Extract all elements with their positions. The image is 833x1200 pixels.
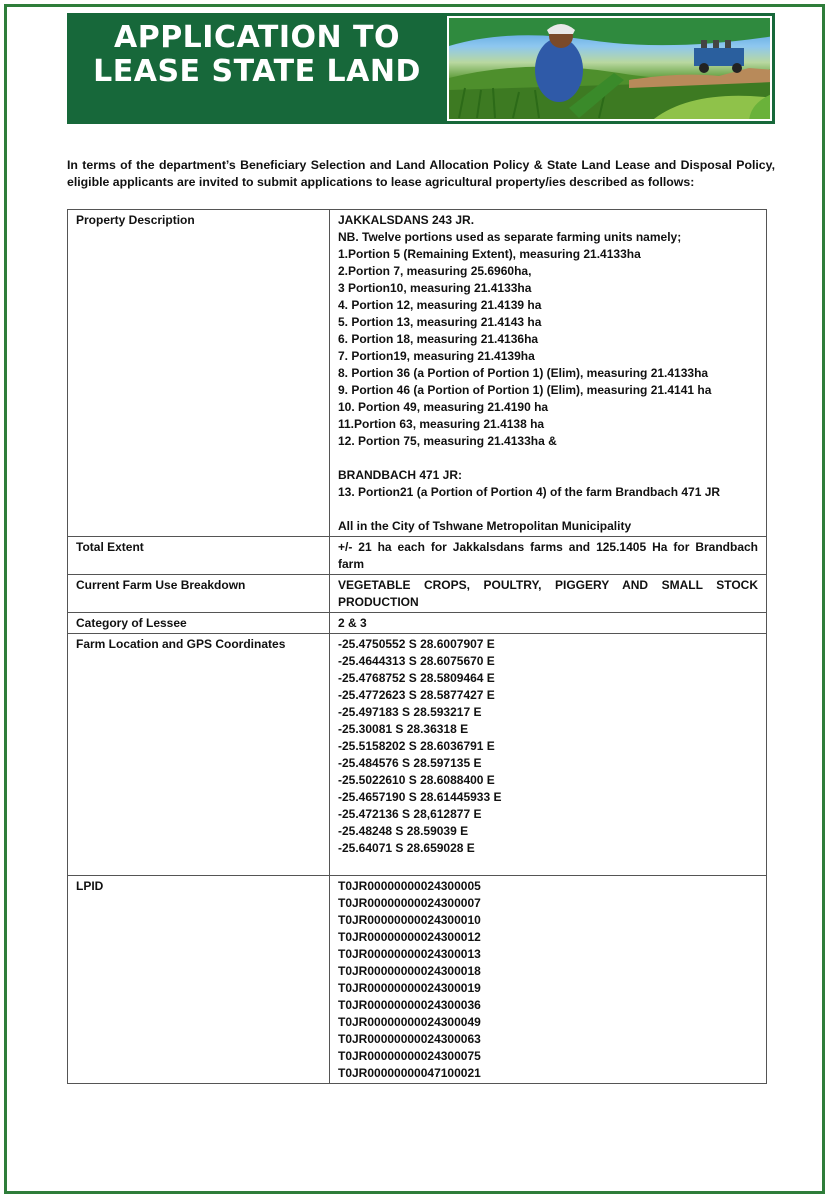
lpid-line: T0JR00000000024300012: [338, 930, 481, 944]
lpid-line: T0JR00000000024300049: [338, 1015, 481, 1029]
property-description-line: JAKKALSDANS 243 JR.: [338, 213, 475, 227]
lpid-line: T0JR00000000024300019: [338, 981, 481, 995]
gps-coordinate-line: [338, 857, 758, 874]
property-description-line: 8. Portion 36 (a Portion of Portion 1) (Elim), measuring 21.4133ha: [338, 366, 709, 380]
intro-paragraph: In terms of the department’s Beneficiary Selection and Land Allocation Policy & State Land Lease and Disposal Policy, eligible applicants are invited to submit applications to lease agricultural property/ies described as follows:: [67, 158, 775, 189]
lpid-line: T0JR00000000024300075: [338, 1049, 481, 1063]
gps-value: [330, 634, 767, 876]
farming-photo-illustration: [449, 18, 772, 121]
lpid-line: T0JR00000000047100021: [338, 1066, 481, 1080]
farming-photo: [447, 16, 772, 121]
farm-use-label: Current Farm Use Breakdown: [68, 575, 330, 613]
gps-coordinate-line: -25.48248 S 28.59039 E: [338, 824, 469, 838]
table-row-total-extent: [68, 537, 767, 575]
property-description-line: All in the City of Tshwane Metropolitan Municipality: [338, 519, 632, 533]
gps-coordinate-line: -25.4644313 S 28.6075670 E: [338, 654, 495, 668]
property-description-line: 13. Portion21 (a Portion of Portion 4) of the farm Brandbach 471 JR: [338, 485, 721, 499]
table-row-category: [68, 613, 767, 634]
lpid-line: T0JR00000000024300007: [338, 896, 481, 910]
farm-use-value: VEGETABLE CROPS, POULTRY, PIGGERY AND SMALL STOCK PRODUCTION: [330, 575, 767, 613]
property-description-line: [338, 450, 758, 467]
property-description-line: 10. Portion 49, measuring 21.4190 ha: [338, 400, 549, 414]
property-description-line: 3 Portion10, measuring 21.4133ha: [338, 281, 532, 295]
property-description-value: [330, 210, 767, 537]
property-description-line: 9. Portion 46 (a Portion of Portion 1) (Elim), measuring 21.4141 ha: [338, 383, 712, 397]
total-extent-value: +/- 21 ha each for Jakkalsdans farms and 125.1405 Ha for Brandbach farm: [330, 537, 767, 575]
lpid-line: T0JR00000000024300063: [338, 1032, 481, 1046]
property-description-line: [338, 501, 758, 518]
property-description-line: 12. Portion 75, measuring 21.4133ha &: [338, 434, 557, 448]
banner-title-line2: LEASE STATE LAND: [93, 54, 421, 89]
property-description-line: 11.Portion 63, measuring 21.4138 ha: [338, 417, 545, 431]
lpid-line: T0JR00000000024300036: [338, 998, 481, 1012]
property-description-line: 1.Portion 5 (Remaining Extent), measuring 21.4133ha: [338, 247, 641, 261]
property-description-label: Property Description: [68, 210, 330, 537]
lpid-line: T0JR00000000024300005: [338, 879, 481, 893]
gps-coordinate-line: -25.484576 S 28.597135 E: [338, 756, 482, 770]
property-description-line: 2.Portion 7, measuring 25.6960ha,: [338, 264, 532, 278]
lpid-line: T0JR00000000024300018: [338, 964, 481, 978]
property-description-line: NB. Twelve portions used as separate farming units namely;: [338, 230, 682, 244]
lpid-label: LPID: [68, 876, 330, 1084]
gps-coordinate-line: -25.5022610 S 28.6088400 E: [338, 773, 495, 787]
gps-coordinate-line: -25.4772623 S 28.5877427 E: [338, 688, 495, 702]
gps-coordinate-line: -25.4657190 S 28.61445933 E: [338, 790, 502, 804]
banner-title-line1: APPLICATION TO: [113, 20, 401, 55]
header-banner: [67, 13, 775, 124]
property-description-line: 5. Portion 13, measuring 21.4143 ha: [338, 315, 542, 329]
property-description-line: BRANDBACH 471 JR:: [338, 468, 463, 482]
lpid-value: [330, 876, 767, 1084]
property-description-line: 4. Portion 12, measuring 21.4139 ha: [338, 298, 542, 312]
gps-label: Farm Location and GPS Coordinates: [68, 634, 330, 876]
gps-coordinate-line: -25.4750552 S 28.6007907 E: [338, 637, 495, 651]
category-label: Category of Lessee: [68, 613, 330, 634]
gps-coordinate-line: -25.30081 S 28.36318 E: [338, 722, 469, 736]
property-description-line: 6. Portion 18, measuring 21.4136ha: [338, 332, 539, 346]
total-extent-label: Total Extent: [68, 537, 330, 575]
lpid-line: T0JR00000000024300010: [338, 913, 481, 927]
gps-coordinate-line: -25.497183 S 28.593217 E: [338, 705, 482, 719]
table-row-farm-use: [68, 575, 767, 613]
gps-coordinate-line: -25.5158202 S 28.6036791 E: [338, 739, 495, 753]
table-row-property-description: [68, 210, 767, 537]
property-description-line: 7. Portion19, measuring 21.4139ha: [338, 349, 535, 363]
table-row-gps: [68, 634, 767, 876]
banner-title: [67, 21, 447, 89]
gps-coordinate-line: -25.64071 S 28.659028 E: [338, 841, 475, 855]
table-row-lpid: [68, 876, 767, 1084]
gps-coordinate-line: -25.4768752 S 28.5809464 E: [338, 671, 495, 685]
property-info-table: [67, 209, 767, 1084]
lpid-line: T0JR00000000024300013: [338, 947, 481, 961]
category-value: 2 & 3: [330, 613, 767, 634]
gps-coordinate-line: -25.472136 S 28,612877 E: [338, 807, 482, 821]
